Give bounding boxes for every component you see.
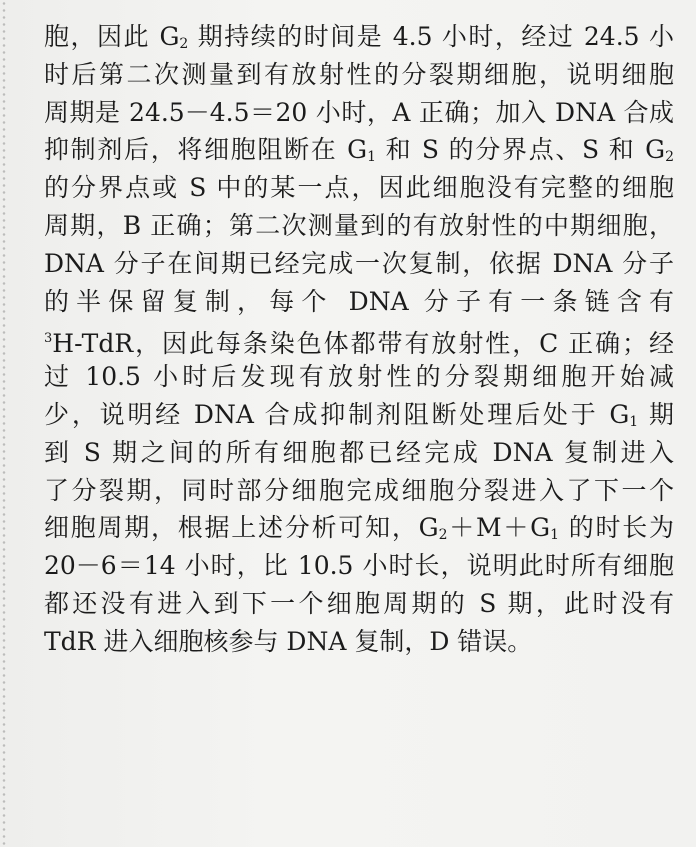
subscript: 1 xyxy=(367,149,376,166)
subscript: 2 xyxy=(438,527,448,544)
text-line: 周期是 24.5－4.5＝20 小时，A 正确；加入 DNA 合成 xyxy=(44,97,674,127)
subscript: 2 xyxy=(665,149,674,166)
text-line: 细胞周期，根据上述分析可知，$G_2+M+G_1$ 的时长为 xyxy=(44,513,674,544)
superscript: 3 xyxy=(44,331,53,347)
subscript: 1 xyxy=(550,527,560,544)
text-line: 时后第二次测量到有放射性的分裂期细胞，说明细胞 xyxy=(44,59,674,89)
text-line: 抑制剂后，将细胞阻断在 $G_1$ 和 S 的分界点、S 和 $G_2$ xyxy=(44,135,674,166)
answer-explanation-text xyxy=(44,18,674,661)
text-line: 都还没有进入到下一个细胞周期的 S 期，此时没有 xyxy=(44,588,674,618)
text-line: 20－6＝14 小时，比 10.5 小时长，说明此时所有细胞 xyxy=(44,551,674,581)
subscript: 2 xyxy=(179,36,189,52)
subscript: 1 xyxy=(629,413,639,430)
text-line: 胞，因此 $G_2$ 期持续的时间是 4.5 小时，经过 24.5 小 xyxy=(44,22,674,52)
text-line: TdR 进入细胞核参与 DNA 复制，D 错误。 xyxy=(44,626,533,656)
text-line: DNA 分子在间期已经完成一次复制，依据 DNA 分子 xyxy=(44,248,674,278)
text-line: 周期，B 正确；第二次测量到的有放射性的中期细胞， xyxy=(44,210,674,240)
text-line: 到 S 期之间的所有细胞都已经完成 DNA 复制进入 xyxy=(44,437,674,467)
text-line: $^3$H-TdR，因此每条染色体都带有放射性，C 正确；经 xyxy=(44,329,674,359)
text-line: 的分界点或 S 中的某一点，因此细胞没有完整的细胞 xyxy=(44,173,674,203)
binding-edge xyxy=(2,0,6,847)
text-line: 过 10.5 小时后发现有放射性的分裂期细胞开始减 xyxy=(44,362,674,392)
text-line: 了分裂期，同时部分细胞完成细胞分裂进入了下一个 xyxy=(44,475,674,505)
text-line: 少，说明经 DNA 合成抑制剂阻断处理后处于 $G_1$ 期 xyxy=(44,399,674,430)
text-line: 的半保留复制，每个 DNA 分子有一条链含有 xyxy=(44,286,674,316)
